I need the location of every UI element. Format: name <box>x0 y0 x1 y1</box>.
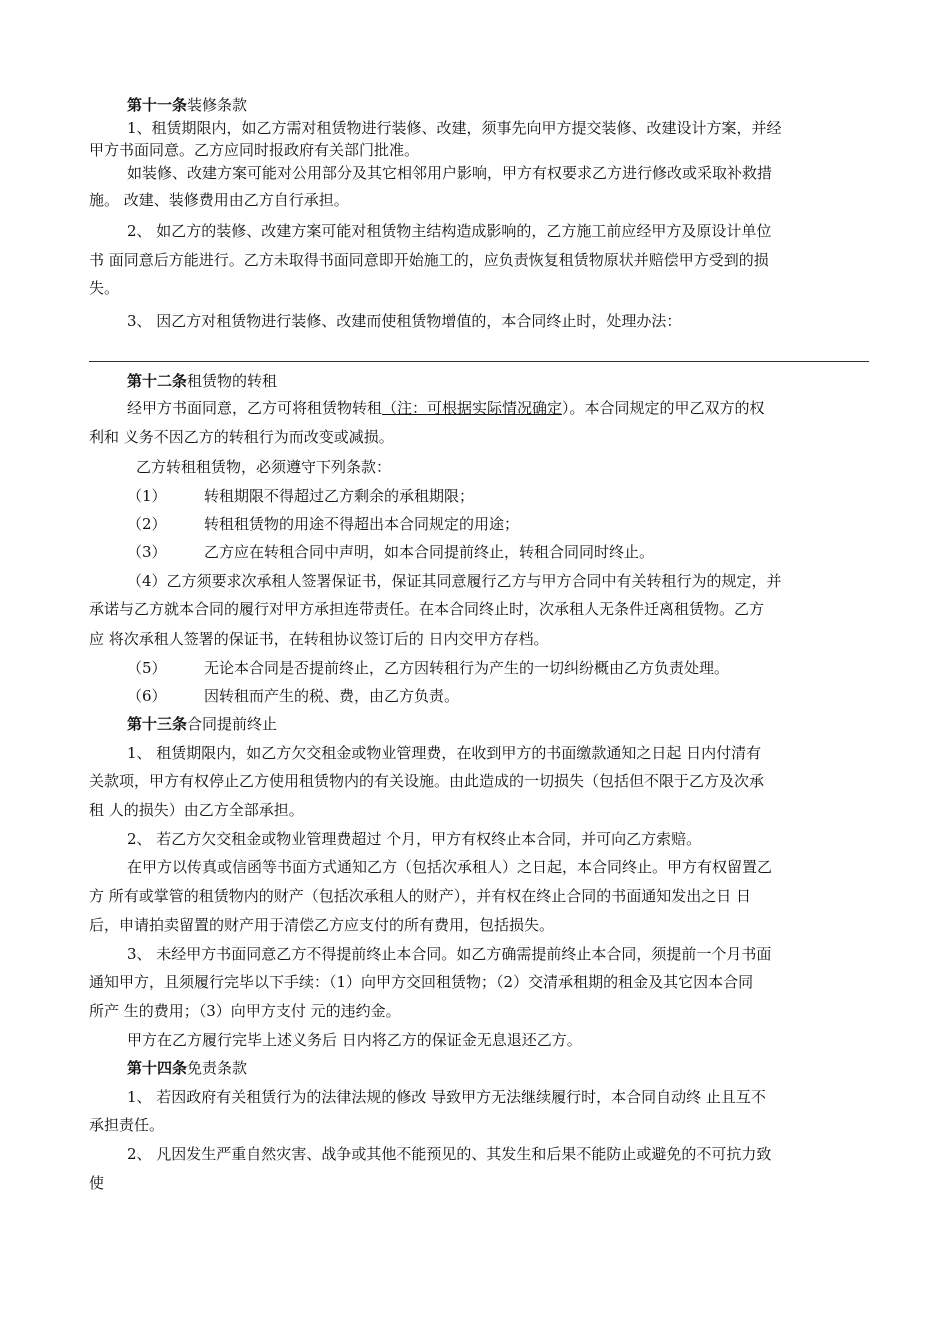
section-12-heading <box>127 371 277 391</box>
paragraph-line: 1、租赁期限内，如乙方需对租赁物进行装修、改建，须事先向甲方提交装修、改建设计方案，并经 <box>127 119 782 137</box>
paragraph-line: 利和 义务不因乙方的转租行为而改变或减损。 <box>89 428 394 446</box>
item-number: （3） <box>127 543 167 561</box>
section-title: 租赁物的转租 <box>187 372 278 390</box>
text-run: 经甲方书面同意，乙方可将租赁物转租 <box>127 399 383 417</box>
list-item <box>127 686 167 706</box>
item-number: （6） <box>127 687 167 705</box>
paragraph-line: 承诺与乙方就本合同的履行对甲方承担连带责任。在本合同终止时，次承租人无条件迁离租赁物。乙方 <box>89 600 765 618</box>
paragraph-line: 施。 改建、装修费用由乙方自行承担。 <box>89 191 349 209</box>
paragraph-line: 书 面同意后方能进行。乙方未取得书面同意即开始施工的，应负责恢复租赁物原状并赔偿甲方受到的损 <box>89 251 769 269</box>
paragraph-line: 失。 <box>89 279 120 297</box>
list-item-text: 乙方应在转租合同中声明，如本合同提前终止，转租合同同时终止。 <box>204 543 655 561</box>
paragraph-line: 1、 租赁期限内，如乙方欠交租金或物业管理费，在收到甲方的书面缴款通知之日起 日内付清有 <box>127 744 762 762</box>
paragraph-line: 2、 凡因发生严重自然灾害、战争或其他不能预见的、其发生和后果不能防止或避免的不可抗力致 <box>127 1145 772 1163</box>
paragraph-line: 乙方转租租赁物，必须遵守下列条款： <box>136 458 392 476</box>
section-number: 第十二条 <box>127 372 188 390</box>
list-item-text: 无论本合同是否提前终止，乙方因转租行为产生的一切纠纷概由乙方负责处理。 <box>204 659 730 677</box>
paragraph-line: 甲方书面同意。乙方应同时报政府有关部门批准。 <box>89 141 420 159</box>
item-number: （2） <box>127 515 167 533</box>
paragraph-line: 租 人的损失）由乙方全部承担。 <box>89 801 304 819</box>
item-number: （1） <box>127 487 167 505</box>
list-item-text: 转租期限不得超过乙方剩余的承租期限； <box>204 487 475 505</box>
paragraph-line: 通知甲方，且须履行完毕以下手续：（1）向甲方交回租赁物；（2）交清承租期的租金及其它因本合同 <box>89 973 754 991</box>
paragraph-line: 甲方在乙方履行完毕上述义务后 日内将乙方的保证金无息退还乙方。 <box>127 1031 582 1049</box>
section-number: 第十三条 <box>127 715 188 733</box>
paragraph-line: 方 所有或掌管的租赁物内的财产（包括次承租人的财产），并有权在终止合同的书面通知发出之日 日 <box>89 887 752 905</box>
list-item-text: 转租租赁物的用途不得超出本合同规定的用途； <box>204 515 520 533</box>
section-number: 第十一条 <box>127 96 188 114</box>
list-item <box>127 658 167 678</box>
paragraph-line: （4）乙方须要求次承租人签署保证书，保证其同意履行乙方与甲方合同中有关转租行为的规定，并 <box>127 572 782 590</box>
paragraph-line: 3、 未经甲方书面同意乙方不得提前终止本合同。如乙方确需提前终止本合同，须提前一个月书面 <box>127 945 772 963</box>
text-run: ）。本合同规定的甲乙双方的权 <box>562 399 765 417</box>
paragraph-line: 如装修、改建方案可能对公用部分及其它相邻用户影响，甲方有权要求乙方进行修改或采取补救措 <box>127 164 773 182</box>
note-text: （注：可根据实际情况确定 <box>382 399 563 417</box>
paragraph-line <box>127 398 765 418</box>
paragraph-line: 所产 生的费用；（3）向甲方支付 元的违约金。 <box>89 1002 401 1020</box>
paragraph-line: 3、 因乙方对租赁物进行装修、改建而使租赁物增值的，本合同终止时，处理办法： <box>127 312 682 330</box>
section-14-heading <box>127 1058 247 1078</box>
section-13-heading <box>127 714 277 734</box>
section-11-heading <box>127 95 247 115</box>
section-title: 合同提前终止 <box>187 715 278 733</box>
section-title: 免责条款 <box>187 1059 248 1077</box>
item-number: （5） <box>127 659 167 677</box>
list-item <box>127 514 167 534</box>
list-item <box>127 542 167 562</box>
section-divider <box>89 361 869 362</box>
paragraph-line: 2、 如乙方的装修、改建方案可能对租赁物主结构造成影响的，乙方施工前应经甲方及原设计单位 <box>127 222 772 240</box>
paragraph-line: 承担责任。 <box>89 1116 165 1134</box>
paragraph-line: 1、 若因政府有关租赁行为的法律法规的修改 导致甲方无法继续履行时，本合同自动终 止且互不 <box>127 1088 766 1106</box>
paragraph-line: 2、 若乙方欠交租金或物业管理费超过 个月，甲方有权终止本合同，并可向乙方索赔。 <box>127 830 702 848</box>
paragraph-line: 后，申请拍卖留置的财产用于清偿乙方应支付的所有费用，包括损失。 <box>89 916 555 934</box>
paragraph-line: 使 <box>89 1174 105 1192</box>
section-title: 装修条款 <box>187 96 248 114</box>
list-item <box>127 486 167 506</box>
paragraph-line: 关款项，甲方有权停止乙方使用租赁物内的有关设施。由此造成的一切损失（包括但不限于乙方及次承 <box>89 772 765 790</box>
list-item-text: 因转租而产生的税、费，由乙方负责。 <box>204 687 460 705</box>
paragraph-line: 在甲方以传真或信函等书面方式通知乙方（包括次承租人）之日起，本合同终止。甲方有权留置乙 <box>127 858 773 876</box>
paragraph-line: 应 将次承租人签署的保证书，在转租协议签订后的 日内交甲方存档。 <box>89 630 549 648</box>
section-number: 第十四条 <box>127 1059 188 1077</box>
